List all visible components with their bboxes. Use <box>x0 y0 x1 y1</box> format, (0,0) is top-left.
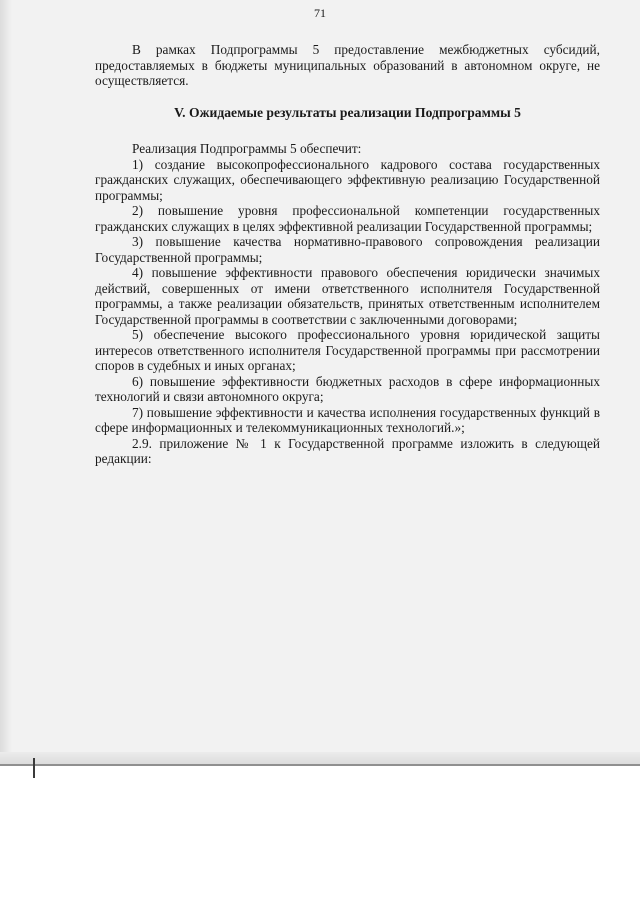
page-number: 71 <box>314 6 326 20</box>
list-item: 1) создание высокопрофессионального кадрового состава государственных гражданских служащих, обеспечивающего эффективную реализацию Государственной программы; <box>95 156 600 203</box>
intro-paragraph: В рамках Подпрограммы 5 предоставление межбюджетных субсидий, предоставляемых в бюджеты муниципальных образований в автономном округе, не осуществляется. <box>95 42 600 88</box>
list-item: 2) повышение уровня профессиональной компетенции государственных гражданских служащих в целях эффективной реализации Государственной программы; <box>95 203 600 234</box>
lead-in-paragraph: Реализация Подпрограммы 5 обеспечит: <box>132 141 362 156</box>
list-item: 3) повышение качества нормативно-правового сопровождения реализации Государственной программы; <box>95 234 600 265</box>
scan-shadow-left <box>0 0 12 765</box>
list-item: 4) повышение эффективности правового обеспечения юридически значимых действий, совершенных от имени ответственного исполнителя Государственной программы, а также реализации обязательств, принятых ответственным исполнителем Государственной программы в соответствии с заключенными договорами; <box>95 265 600 327</box>
closing-paragraph: 2.9. приложение № 1 к Государственной программе изложить в следующей редакции: <box>95 435 600 466</box>
scan-page-edge <box>0 764 640 766</box>
list-item: 7) повышение эффективности и качества исполнения государственных функций в сфере информационных и телекоммуникационных технологий.»; <box>95 404 600 435</box>
list-item: 5) обеспечение высокого профессионального уровня юридической защиты интересов ответственного исполнителя Государственной программы при рассмотрении споров в судебных и иных органах; <box>95 327 600 373</box>
section-heading: V. Ожидаемые результаты реализации Подпрограммы 5 <box>174 104 521 120</box>
document-body <box>95 42 600 467</box>
list-item: 6) повышение эффективности бюджетных расходов в сфере информационных технологий и связи автономного округа; <box>95 373 600 404</box>
binder-mark <box>33 758 35 778</box>
